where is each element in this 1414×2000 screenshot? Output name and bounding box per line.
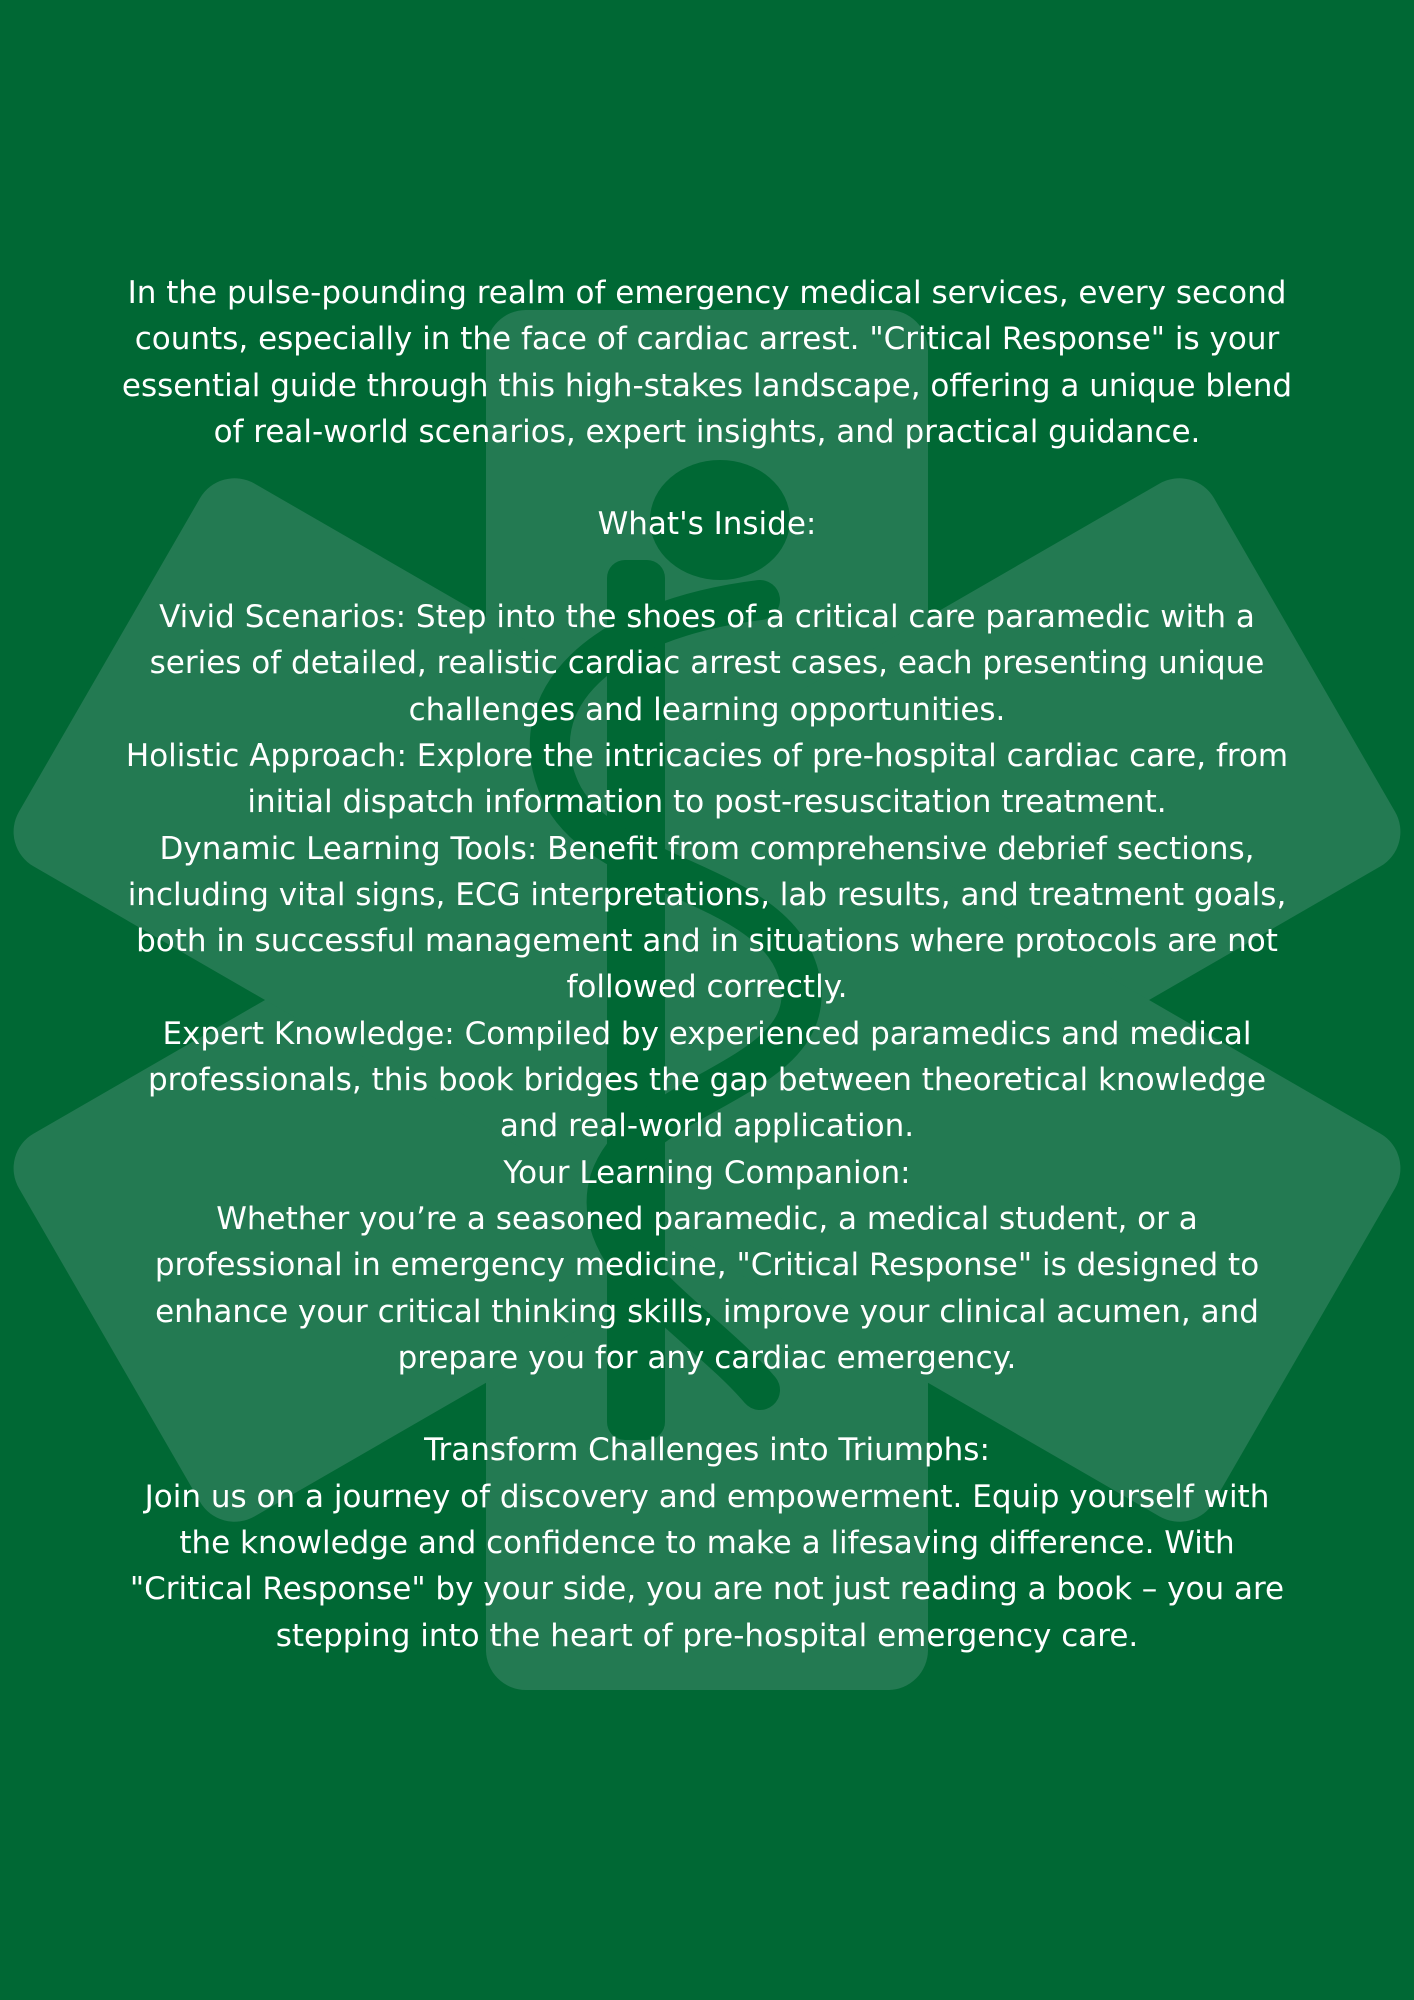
companion-paragraph: Whether you’re a seasoned paramedic, a medical student, or a professional in emergency medicine, "Critical Response" is designed to enhance your critical thinking skills, improve your clinical acumen, and prepare you for any cardiac emergency. bbox=[154, 1200, 1260, 1376]
spacer bbox=[120, 548, 1294, 594]
intro-paragraph: In the pulse-pounding realm of emergency medical services, every second counts, especially in the face of cardiac arrest. "Critical Response" is your essential guide through this high-stakes landscape, offering a unique blend of real-world scenarios, expert insights, and practical guidance. bbox=[121, 275, 1293, 450]
transform-heading: Transform Challenges into Triumphs: bbox=[424, 1432, 990, 1469]
description-text bbox=[120, 270, 1294, 1659]
point-vivid-scenarios: Vivid Scenarios: Step into the shoes of a critical care paramedic with a series of detailed, realistic cardiac arrest cases, each presenting unique challenges and learning opportunities. bbox=[149, 599, 1265, 728]
transform-paragraph: Join us on a journey of discovery and empowerment. Equip yourself with the knowledge and confidence to make a lifesaving difference. With "Critical Response" by your side, you are not just reading a book – you are stepping into the heart of pre-hospital emergency care. bbox=[129, 1478, 1285, 1654]
spacer bbox=[120, 455, 1294, 501]
point-holistic-approach: Holistic Approach: Explore the intricacies of pre-hospital cardiac care, from initial dispatch information to post-resuscitation treatment. bbox=[125, 737, 1289, 821]
companion-heading: Your Learning Companion: bbox=[503, 1154, 911, 1191]
point-dynamic-learning-tools: Dynamic Learning Tools: Benefit from comprehensive debrief sections, including vital signs, ECG interpretations, lab results, and treatment goals, both in successful management and in situations where protocols are not followed correctly. bbox=[127, 830, 1287, 1006]
spacer bbox=[120, 1381, 1294, 1427]
point-expert-knowledge: Expert Knowledge: Compiled by experienced paramedics and medical professionals, this book bridges the gap between theoretical knowledge and real-world application. bbox=[147, 1015, 1267, 1145]
whats-inside-heading: What's Inside: bbox=[597, 506, 817, 543]
